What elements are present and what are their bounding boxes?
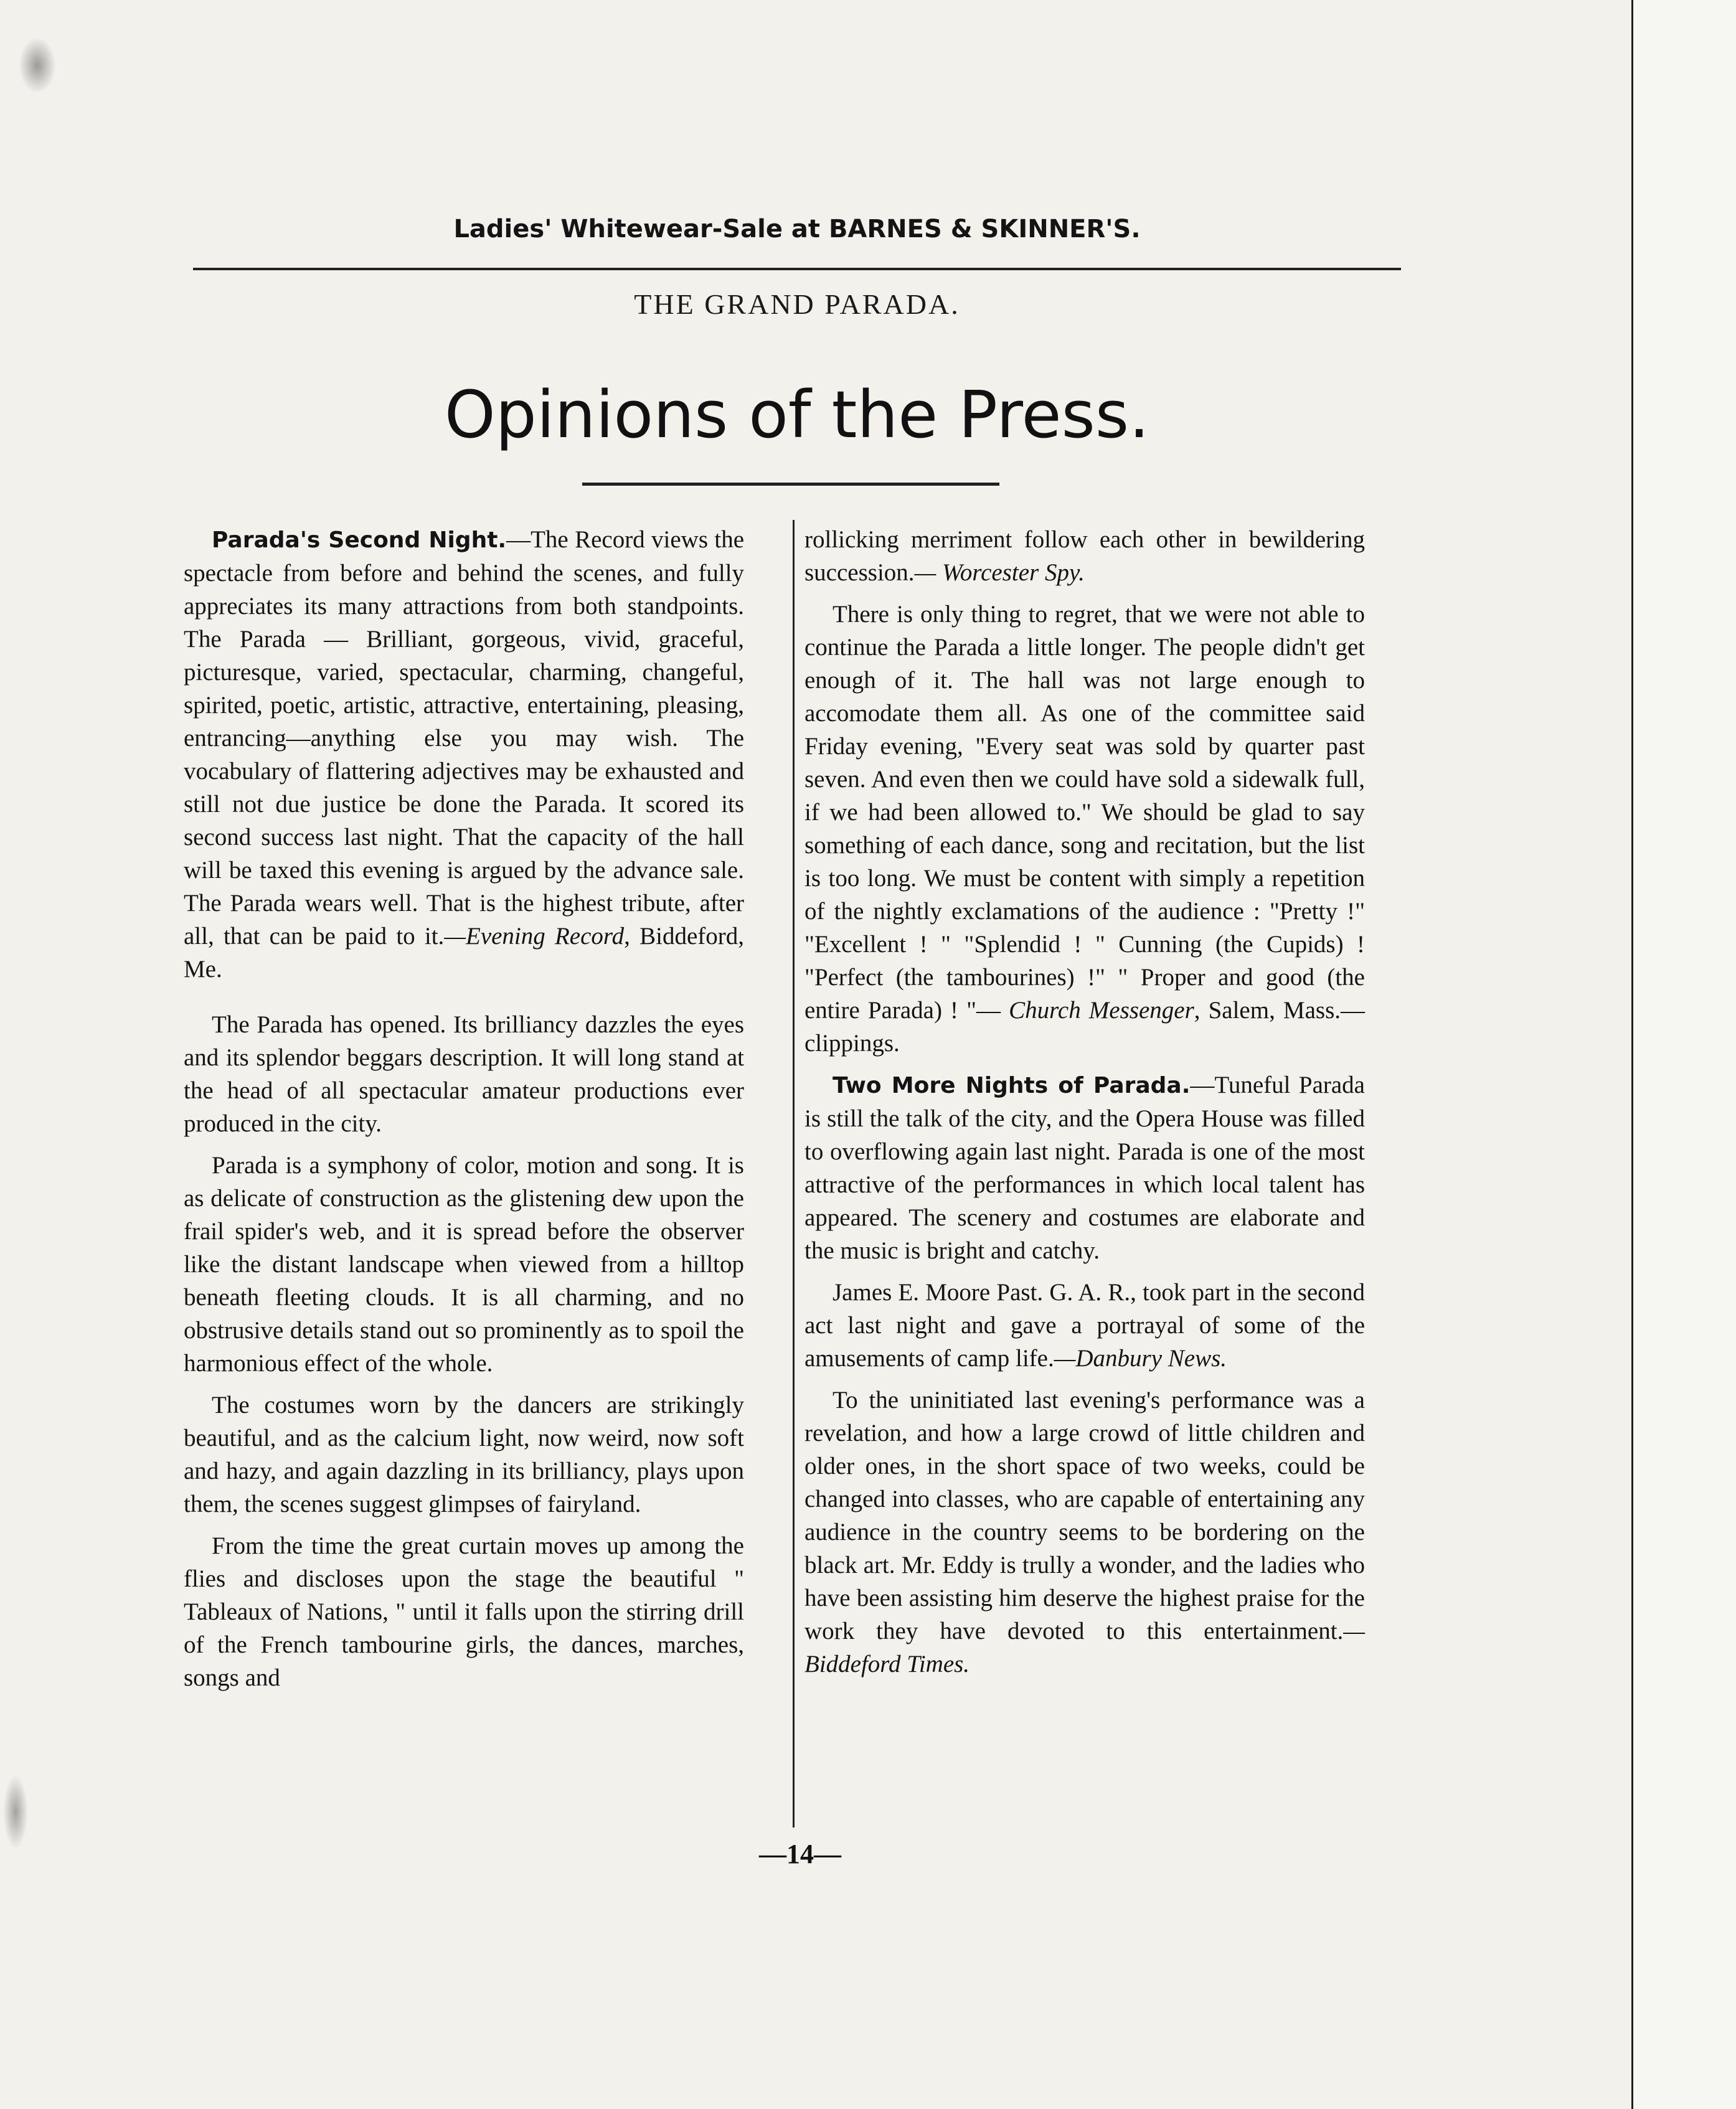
paragraph: The costumes worn by the dancers are strikingly beautiful, and as the calcium light, now weird, now soft and hazy, and again dazzling in its brilliancy, plays upon them, the scenes suggest glimpses of fairyland. [184,1392,744,1517]
paragraph [804,1384,1365,1681]
paragraph: The Parada has opened. Its brilliancy dazzles the eyes and its splendor beggars description. It will long stand at the head of all spectacular amateur productions ever produced in the city. [184,1011,744,1137]
paragraph [804,523,1365,589]
paragraph-text: To the uninitiated last evening's performance was a revelation, and how a large crowd of little children and older ones, in the short space of two weeks, could be changed into classes, who are capable of entertaining any audience in the country seems to be bordering on the black art. Mr. Eddy is trully a wonder, and the ladies who have been assisting him deserve the highest praise for the work they have devoted to this entertainment. [804,1387,1365,1644]
paragraph-text: —The Record views the spectacle from before and behind the scenes, and fully appreciates its many attractions from both standpoints. The Parada — Brilliant, gorgeous, vivid, graceful, picturesque, varied, spectacular, charming, changeful, spirited, poetic, artistic, attractive, entertaining, pleasing, entrancing—anything else you may wish. The vocabulary of flattering adjectives may be exhausted and still not due justice be done the Parada. It scored its second success last night. That the capacity of the hall will be taxed this evening is argued by the advance sale. The Parada wears well. That is the highest tribute, after all, that can be paid to it. [184,526,745,950]
paragraph-text: James E. Moore Past. G. A. R., took part in the second act last night and gave a portrayal of some of the amusements of camp life. [804,1279,1365,1372]
source-citation: —Evening Record [444,923,625,950]
source-citation: —Biddeford Times. [804,1618,1365,1677]
title-rule [582,483,999,486]
adjacent-page-edge [1631,0,1736,2109]
page-stain [19,37,56,93]
column-divider [793,520,795,1828]
header-rule [193,268,1401,270]
paragraph-heading: Two More Nights of Parada. [833,1073,1191,1098]
paragraph-text: —Tuneful Parada is still the talk of the city, and the Opera House was filled to overflowing again last night. Parada is one of the most attractive of the performances in which local talent has appeared. The scenery and costumes are elaborate and the music is bright and catchy. [804,1072,1365,1264]
page-number: —14— [759,1839,841,1869]
subtitle: THE GRAND PARADA. [634,288,960,320]
source-place: , Biddeford, Me. [184,923,744,983]
paragraph [804,1069,1365,1267]
page-title: Opinions of the Press. [444,377,1150,453]
right-column [804,523,1365,1689]
source-citation: — Worcester Spy. [914,559,1085,586]
paragraph-text: There is only thing to regret, that we were not able to continue the Parada a little longer. The people didn't get enough of it. The hall was not large enough to accomodate them all. As one of the committee said Friday evening, "Every seat was sold by quarter past seven. And even then we could have sold a sidewalk full, if we had been allowed to." We should be glad to say something of each dance, song and recitation, but the list is too long. We must be content with simply a repetition of the nightly exclamations of the audience : "Pretty !" "Excellent ! " "Splendid ! " Cunning (the Cupids) ! "Perfect (the tambourines) !" " Proper and good (the entire Parada) ! "— [804,601,1365,1024]
paragraph: Parada is a symphony of color, motion and song. It is as delicate of construction as the glistening dew upon the frail spider's web, and it is spread before the observer like the distant landscape when viewed from a hilltop beneath fleeting clouds. It is all charming, and no obstrusive details stand out so prominently as to spoil the harmonious effect of the whole. [184,1152,744,1377]
paragraph [804,598,1365,1060]
paragraph-heading: Parada's Second Night. [212,527,507,553]
advertisement-line: Ladies' Whitewear-Sale at BARNES & SKINNER'S. [453,215,1141,243]
source-citation: —Danbury News. [1054,1345,1227,1372]
page-stain [3,1775,28,1849]
source-place: , Salem, Mass.—clippings. [804,997,1366,1057]
source-citation: Church Messenger [1009,997,1194,1024]
paragraph [804,1276,1365,1375]
paragraph-text: rollicking merriment follow each other in bewildering succession. [804,526,1365,586]
paragraph: From the time the great curtain moves up among the flies and discloses upon the stage the beautiful " Tableaux of Nations, " until it falls upon the stirring drill of the French tambourine girls, the dances, marches, songs and [184,1532,744,1691]
left-column [184,523,744,1703]
paragraph [184,523,744,986]
